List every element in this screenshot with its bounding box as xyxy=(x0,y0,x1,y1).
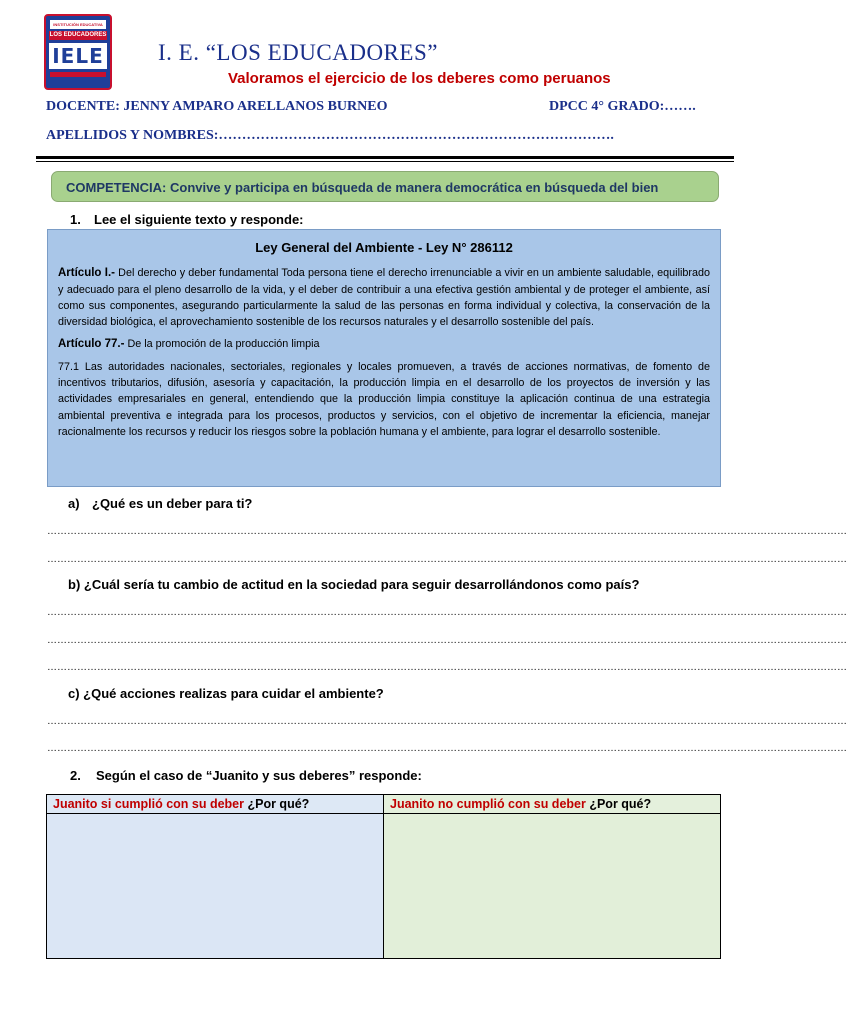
header-rule-thick xyxy=(36,156,734,159)
question-2-text: Según el caso de “Juanito y sus deberes” responde: xyxy=(96,768,422,783)
worksheet-subtitle: Valoramos el ejercicio de los deberes como peruanos xyxy=(228,70,611,87)
answer-line-b2[interactable]: …………………………………………………………………………………………………………………………………………………………………………………………………………………… xyxy=(47,635,847,646)
question-1-text: Lee el siguiente texto y responde: xyxy=(94,212,304,227)
answer-line-c2[interactable]: …………………………………………………………………………………………………………………………………………………………………………………………………………………… xyxy=(47,743,847,754)
header-fulfilled-why: ¿Por qué? xyxy=(244,797,310,811)
law-text-box xyxy=(47,229,721,487)
school-logo xyxy=(44,14,112,90)
header-rule-thin xyxy=(36,161,734,162)
article-77-text: De la promoción de la producción limpia xyxy=(124,338,320,351)
school-name: I. E. “LOS EDUCADORES” xyxy=(158,40,438,65)
table-header-fulfilled xyxy=(47,795,384,814)
question-1 xyxy=(70,212,304,227)
answer-line-c1[interactable]: …………………………………………………………………………………………………………………………………………………………………………………………………………………… xyxy=(47,716,847,727)
teacher-line: DOCENTE: JENNY AMPARO ARELLANOS BURNEO xyxy=(46,99,388,114)
answer-cell-fulfilled[interactable] xyxy=(47,814,384,958)
logo-acronym: IELE xyxy=(49,43,107,69)
article-77-1: 77.1 Las autoridades nacionales, sectoriales, regionales y locales promueven, a través de acciones normativas, de fomento de incentivos tributarios, difusión, asesoría y capacitación, la producción limpia en el desarrollo de los proyectos de inversión y las actividades empresariales en general, entendiendo que la producción limpia constituye la aplicación continua de una estrategia ambiental preventiva e integrada para los procesos, productos y servicios, con el objetivo de incrementar la eficiencia, manejar racionalmente los recursos y reducir los riesgos sobre la población humana y el ambiente, para lograr el desarrollo sostenible. xyxy=(58,360,710,438)
question-1-number: 1. xyxy=(70,212,81,227)
grade-line: DPCC 4° GRADO:……. xyxy=(549,99,696,114)
answer-line-a1[interactable]: …………………………………………………………………………………………………………………………………………………………………………………………………………………… xyxy=(47,526,847,537)
header-fulfilled-red: Juanito si cumplió con su deber xyxy=(53,797,245,811)
question-c: c) ¿Qué acciones realizas para cuidar el ambiente? xyxy=(68,686,384,701)
student-name-line: APELLIDOS Y NOMBRES:…………………………………………………………………………. xyxy=(46,128,614,143)
logo-band-text: LOS EDUCADORES xyxy=(49,32,107,38)
table-header-not-fulfilled xyxy=(384,795,720,814)
question-a-text: ¿Qué es un deber para ti? xyxy=(92,496,253,511)
juanito-table xyxy=(46,794,721,959)
answer-line-a2[interactable]: …………………………………………………………………………………………………………………………………………………………………………………………………………………… xyxy=(47,554,847,565)
answer-line-b1[interactable]: …………………………………………………………………………………………………………………………………………………………………………………………………………………… xyxy=(47,607,847,618)
article-1-text: Del derecho y deber fundamental Toda persona tiene el derecho irrenunciable a vivir en un ambiente saludable, equilibrado y adecuado para el pleno desarrollo de la vida, y el deber de contribuir a una efectiva gestión ambiental y de proteger el ambiente, así como sus componentes, asegurando particularmente la salud de las personas en forma individual y colectiva, la conservación de la diversidad biológica, el aprovechamiento sostenible de los recursos naturales y el desarrollo sostenible del país. xyxy=(58,267,710,329)
answer-line-b3[interactable]: …………………………………………………………………………………………………………………………………………………………………………………………………………………… xyxy=(47,662,847,673)
question-2 xyxy=(70,768,422,783)
logo-bottom-band xyxy=(50,72,106,77)
logo-top-text: INSTITUCIÓN EDUCATIVA xyxy=(50,20,106,29)
article-77-label: Artículo 77.- xyxy=(58,338,125,351)
question-b: b) ¿Cuál sería tu cambio de actitud en la sociedad para seguir desarrollándonos como país? xyxy=(68,577,640,592)
article-77 xyxy=(58,336,710,352)
law-title: Ley General del Ambiente - Ley N° 286112 xyxy=(255,240,513,255)
question-a-label: a) xyxy=(68,496,80,511)
header-not-fulfilled-why: ¿Por qué? xyxy=(585,797,652,811)
answer-cell-not-fulfilled[interactable] xyxy=(384,814,720,958)
article-1-label: Artículo I.- xyxy=(58,267,116,280)
header-not-fulfilled-red: Juanito no cumplió con su deber xyxy=(390,797,586,811)
article-1 xyxy=(58,265,710,330)
question-a xyxy=(68,496,252,511)
competency-banner: COMPETENCIA: Convive y participa en búsqueda de manera democrática en búsqueda del bien xyxy=(51,171,719,202)
question-2-number: 2. xyxy=(70,768,81,783)
